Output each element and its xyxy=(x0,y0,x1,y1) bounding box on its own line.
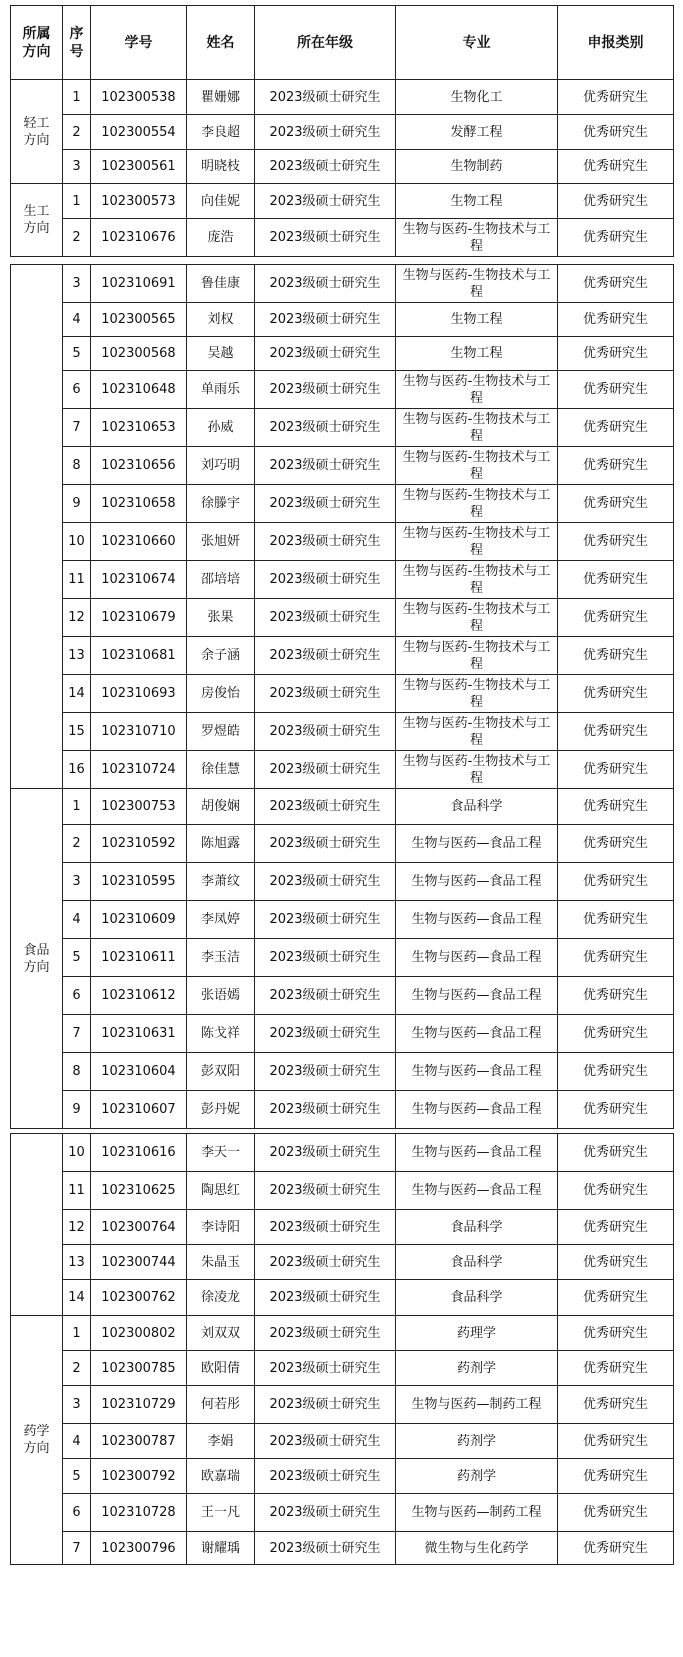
cell-name: 彭丹妮 xyxy=(187,1091,255,1129)
cell-grade: 2023级硕士研究生 xyxy=(255,1280,396,1316)
direction-food: 食品方向 xyxy=(11,789,63,1129)
cell-student-id: 102300573 xyxy=(91,184,187,219)
cell-student-id: 102300554 xyxy=(91,115,187,150)
cell-major: 生物与医药-生物技术与工程 xyxy=(396,265,558,303)
cell-category: 优秀研究生 xyxy=(558,1386,674,1424)
table-row xyxy=(11,115,674,150)
cell-category: 优秀研究生 xyxy=(558,1210,674,1245)
table-row xyxy=(11,789,674,825)
cell-major: 药剂学 xyxy=(396,1459,558,1494)
cell-student-id: 102300561 xyxy=(91,150,187,184)
cell-category: 优秀研究生 xyxy=(558,713,674,751)
cell-grade: 2023级硕士研究生 xyxy=(255,1210,396,1245)
cell-seq: 10 xyxy=(63,523,91,561)
cell-seq: 10 xyxy=(63,1134,91,1172)
cell-major: 生物与医药—食品工程 xyxy=(396,939,558,977)
cell-student-id: 102310656 xyxy=(91,447,187,485)
cell-major: 生物工程 xyxy=(396,184,558,219)
cell-grade: 2023级硕士研究生 xyxy=(255,1316,396,1351)
cell-seq: 6 xyxy=(63,371,91,409)
cell-category: 优秀研究生 xyxy=(558,1280,674,1316)
cell-major: 生物与医药-生物技术与工程 xyxy=(396,599,558,637)
cell-seq: 5 xyxy=(63,939,91,977)
cell-grade: 2023级硕士研究生 xyxy=(255,80,396,115)
table-row xyxy=(11,637,674,675)
cell-seq: 1 xyxy=(63,789,91,825)
cell-seq: 14 xyxy=(63,1280,91,1316)
cell-student-id: 102310710 xyxy=(91,713,187,751)
cell-grade: 2023级硕士研究生 xyxy=(255,1015,396,1053)
cell-seq: 8 xyxy=(63,1053,91,1091)
cell-student-id: 102310729 xyxy=(91,1386,187,1424)
cell-major: 生物与医药—制药工程 xyxy=(396,1386,558,1424)
table-row xyxy=(11,1134,674,1172)
cell-major: 食品科学 xyxy=(396,1280,558,1316)
cell-student-id: 102300787 xyxy=(91,1424,187,1459)
cell-category: 优秀研究生 xyxy=(558,1245,674,1280)
table-row xyxy=(11,1424,674,1459)
cell-student-id: 102300565 xyxy=(91,303,187,337)
table-row xyxy=(11,337,674,371)
cell-seq: 14 xyxy=(63,675,91,713)
header-seq: 序号 xyxy=(63,6,91,80)
cell-student-id: 102310693 xyxy=(91,675,187,713)
cell-major: 生物与医药-生物技术与工程 xyxy=(396,447,558,485)
cell-grade: 2023级硕士研究生 xyxy=(255,1386,396,1424)
cell-seq: 3 xyxy=(63,150,91,184)
roster-table-part-2 xyxy=(10,264,674,1129)
cell-name: 鲁佳康 xyxy=(187,265,255,303)
cell-category: 优秀研究生 xyxy=(558,599,674,637)
cell-major: 生物与医药-生物技术与工程 xyxy=(396,637,558,675)
cell-seq: 8 xyxy=(63,447,91,485)
cell-category: 优秀研究生 xyxy=(558,219,674,257)
cell-category: 优秀研究生 xyxy=(558,1316,674,1351)
cell-major: 生物制药 xyxy=(396,150,558,184)
cell-category: 优秀研究生 xyxy=(558,184,674,219)
table-row xyxy=(11,184,674,219)
table-row xyxy=(11,1091,674,1129)
cell-seq: 12 xyxy=(63,1210,91,1245)
cell-name: 张果 xyxy=(187,599,255,637)
cell-major: 生物与医药—食品工程 xyxy=(396,1015,558,1053)
cell-grade: 2023级硕士研究生 xyxy=(255,1053,396,1091)
cell-seq: 4 xyxy=(63,1424,91,1459)
cell-student-id: 102310595 xyxy=(91,863,187,901)
cell-name: 陈旭露 xyxy=(187,825,255,863)
table-row xyxy=(11,485,674,523)
cell-student-id: 102310592 xyxy=(91,825,187,863)
cell-seq: 9 xyxy=(63,1091,91,1129)
cell-major: 食品科学 xyxy=(396,789,558,825)
cell-major: 生物与医药—食品工程 xyxy=(396,1091,558,1129)
cell-grade: 2023级硕士研究生 xyxy=(255,939,396,977)
cell-student-id: 102300802 xyxy=(91,1316,187,1351)
cell-category: 优秀研究生 xyxy=(558,1459,674,1494)
cell-grade: 2023级硕士研究生 xyxy=(255,150,396,184)
cell-grade: 2023级硕士研究生 xyxy=(255,409,396,447)
cell-major: 生物化工 xyxy=(396,80,558,115)
direction-bio: 生工方向 xyxy=(11,184,63,257)
cell-major: 生物与医药-生物技术与工程 xyxy=(396,485,558,523)
cell-grade: 2023级硕士研究生 xyxy=(255,1351,396,1386)
table-row xyxy=(11,265,674,303)
cell-category: 优秀研究生 xyxy=(558,409,674,447)
cell-name: 朱晶玉 xyxy=(187,1245,255,1280)
cell-seq: 16 xyxy=(63,751,91,789)
table-row xyxy=(11,751,674,789)
cell-student-id: 102310676 xyxy=(91,219,187,257)
cell-name: 明晓枝 xyxy=(187,150,255,184)
cell-name: 吴越 xyxy=(187,337,255,371)
cell-major: 发酵工程 xyxy=(396,115,558,150)
direction-pharma: 药学方向 xyxy=(11,1316,63,1565)
cell-student-id: 102300764 xyxy=(91,1210,187,1245)
cell-student-id: 102310625 xyxy=(91,1172,187,1210)
cell-student-id: 102310724 xyxy=(91,751,187,789)
cell-student-id: 102300792 xyxy=(91,1459,187,1494)
cell-category: 优秀研究生 xyxy=(558,80,674,115)
cell-major: 生物与医药-生物技术与工程 xyxy=(396,523,558,561)
cell-category: 优秀研究生 xyxy=(558,447,674,485)
cell-seq: 2 xyxy=(63,825,91,863)
cell-student-id: 102310607 xyxy=(91,1091,187,1129)
cell-name: 李天一 xyxy=(187,1134,255,1172)
cell-grade: 2023级硕士研究生 xyxy=(255,599,396,637)
cell-name: 胡俊娴 xyxy=(187,789,255,825)
cell-category: 优秀研究生 xyxy=(558,901,674,939)
table-row xyxy=(11,1015,674,1053)
cell-name: 陈戈祥 xyxy=(187,1015,255,1053)
cell-category: 优秀研究生 xyxy=(558,303,674,337)
table-row xyxy=(11,1210,674,1245)
cell-major: 生物与医药-生物技术与工程 xyxy=(396,713,558,751)
cell-seq: 13 xyxy=(63,637,91,675)
cell-major: 食品科学 xyxy=(396,1245,558,1280)
cell-category: 优秀研究生 xyxy=(558,675,674,713)
table-row xyxy=(11,1532,674,1565)
cell-grade: 2023级硕士研究生 xyxy=(255,1494,396,1532)
cell-name: 李萧纹 xyxy=(187,863,255,901)
cell-major: 生物工程 xyxy=(396,303,558,337)
cell-student-id: 102310728 xyxy=(91,1494,187,1532)
direction-light: 轻工方向 xyxy=(11,80,63,184)
cell-major: 生物与医药-生物技术与工程 xyxy=(396,751,558,789)
table-row xyxy=(11,219,674,257)
cell-grade: 2023级硕士研究生 xyxy=(255,1532,396,1565)
table-row xyxy=(11,675,674,713)
cell-seq: 6 xyxy=(63,977,91,1015)
cell-seq: 7 xyxy=(63,1532,91,1565)
cell-seq: 1 xyxy=(63,1316,91,1351)
cell-student-id: 102310616 xyxy=(91,1134,187,1172)
cell-seq: 4 xyxy=(63,901,91,939)
cell-category: 优秀研究生 xyxy=(558,939,674,977)
cell-category: 优秀研究生 xyxy=(558,1053,674,1091)
table-row xyxy=(11,713,674,751)
cell-student-id: 102310691 xyxy=(91,265,187,303)
cell-grade: 2023级硕士研究生 xyxy=(255,523,396,561)
cell-name: 张语嫣 xyxy=(187,977,255,1015)
cell-grade: 2023级硕士研究生 xyxy=(255,219,396,257)
cell-name: 房俊怡 xyxy=(187,675,255,713)
table-row xyxy=(11,1386,674,1424)
cell-grade: 2023级硕士研究生 xyxy=(255,1091,396,1129)
cell-student-id: 102300538 xyxy=(91,80,187,115)
cell-student-id: 102300568 xyxy=(91,337,187,371)
cell-name: 李玉洁 xyxy=(187,939,255,977)
cell-seq: 1 xyxy=(63,184,91,219)
cell-category: 优秀研究生 xyxy=(558,1172,674,1210)
cell-name: 刘双双 xyxy=(187,1316,255,1351)
header-student-id: 学号 xyxy=(91,6,187,80)
cell-major: 药理学 xyxy=(396,1316,558,1351)
cell-student-id: 102310648 xyxy=(91,371,187,409)
cell-name: 欧阳倩 xyxy=(187,1351,255,1386)
cell-name: 向佳妮 xyxy=(187,184,255,219)
table-row xyxy=(11,1459,674,1494)
cell-seq: 3 xyxy=(63,265,91,303)
cell-seq: 7 xyxy=(63,1015,91,1053)
direction-food-continued xyxy=(11,1134,63,1316)
cell-name: 徐佳慧 xyxy=(187,751,255,789)
table-row xyxy=(11,599,674,637)
cell-category: 优秀研究生 xyxy=(558,115,674,150)
cell-category: 优秀研究生 xyxy=(558,789,674,825)
cell-major: 食品科学 xyxy=(396,1210,558,1245)
cell-name: 李娟 xyxy=(187,1424,255,1459)
cell-grade: 2023级硕士研究生 xyxy=(255,863,396,901)
cell-student-id: 102310609 xyxy=(91,901,187,939)
cell-seq: 7 xyxy=(63,409,91,447)
cell-student-id: 102310611 xyxy=(91,939,187,977)
cell-name: 徐凌龙 xyxy=(187,1280,255,1316)
cell-major: 生物与医药—食品工程 xyxy=(396,1053,558,1091)
cell-grade: 2023级硕士研究生 xyxy=(255,1172,396,1210)
cell-seq: 5 xyxy=(63,1459,91,1494)
cell-major: 生物与医药-生物技术与工程 xyxy=(396,675,558,713)
cell-name: 谢耀瑀 xyxy=(187,1532,255,1565)
table-row xyxy=(11,1351,674,1386)
cell-name: 罗煜皓 xyxy=(187,713,255,751)
cell-seq: 11 xyxy=(63,561,91,599)
cell-seq: 11 xyxy=(63,1172,91,1210)
cell-name: 彭双阳 xyxy=(187,1053,255,1091)
cell-category: 优秀研究生 xyxy=(558,1532,674,1565)
cell-student-id: 102310604 xyxy=(91,1053,187,1091)
table-row xyxy=(11,1053,674,1091)
cell-seq: 15 xyxy=(63,713,91,751)
cell-name: 张旭妍 xyxy=(187,523,255,561)
cell-name: 刘权 xyxy=(187,303,255,337)
cell-major: 生物与医药—制药工程 xyxy=(396,1494,558,1532)
cell-major: 微生物与生化药学 xyxy=(396,1532,558,1565)
cell-grade: 2023级硕士研究生 xyxy=(255,303,396,337)
cell-seq: 4 xyxy=(63,303,91,337)
table-row xyxy=(11,150,674,184)
table-row xyxy=(11,939,674,977)
table-row xyxy=(11,561,674,599)
table-row xyxy=(11,977,674,1015)
cell-grade: 2023级硕士研究生 xyxy=(255,825,396,863)
cell-category: 优秀研究生 xyxy=(558,265,674,303)
cell-seq: 5 xyxy=(63,337,91,371)
cell-name: 徐滕宇 xyxy=(187,485,255,523)
cell-name: 单雨乐 xyxy=(187,371,255,409)
cell-name: 瞿姗娜 xyxy=(187,80,255,115)
cell-major: 生物与医药—食品工程 xyxy=(396,825,558,863)
cell-category: 优秀研究生 xyxy=(558,1424,674,1459)
header-major: 专业 xyxy=(396,6,558,80)
cell-seq: 2 xyxy=(63,115,91,150)
cell-student-id: 102310658 xyxy=(91,485,187,523)
cell-name: 陶思红 xyxy=(187,1172,255,1210)
table-row xyxy=(11,1316,674,1351)
cell-grade: 2023级硕士研究生 xyxy=(255,713,396,751)
cell-name: 余子涵 xyxy=(187,637,255,675)
cell-grade: 2023级硕士研究生 xyxy=(255,1459,396,1494)
cell-category: 优秀研究生 xyxy=(558,371,674,409)
cell-major: 生物与医药-生物技术与工程 xyxy=(396,371,558,409)
cell-grade: 2023级硕士研究生 xyxy=(255,789,396,825)
cell-student-id: 102310681 xyxy=(91,637,187,675)
cell-major: 生物与医药-生物技术与工程 xyxy=(396,409,558,447)
cell-name: 王一凡 xyxy=(187,1494,255,1532)
cell-student-id: 102310674 xyxy=(91,561,187,599)
roster-table-part-3 xyxy=(10,1133,674,1565)
cell-category: 优秀研究生 xyxy=(558,1494,674,1532)
cell-student-id: 102300753 xyxy=(91,789,187,825)
header-name: 姓名 xyxy=(187,6,255,80)
cell-seq: 6 xyxy=(63,1494,91,1532)
cell-category: 优秀研究生 xyxy=(558,1351,674,1386)
table-row xyxy=(11,901,674,939)
cell-major: 生物与医药—食品工程 xyxy=(396,1172,558,1210)
cell-major: 生物工程 xyxy=(396,337,558,371)
table-row xyxy=(11,863,674,901)
cell-category: 优秀研究生 xyxy=(558,337,674,371)
cell-grade: 2023级硕士研究生 xyxy=(255,184,396,219)
header-direction: 所属方向 xyxy=(11,6,63,80)
cell-seq: 2 xyxy=(63,1351,91,1386)
cell-student-id: 102300744 xyxy=(91,1245,187,1280)
cell-major: 药剂学 xyxy=(396,1424,558,1459)
cell-grade: 2023级硕士研究生 xyxy=(255,675,396,713)
cell-name: 欧嘉瑞 xyxy=(187,1459,255,1494)
cell-major: 生物与医药-生物技术与工程 xyxy=(396,219,558,257)
cell-seq: 12 xyxy=(63,599,91,637)
cell-grade: 2023级硕士研究生 xyxy=(255,751,396,789)
table-row xyxy=(11,523,674,561)
table-row xyxy=(11,1494,674,1532)
cell-grade: 2023级硕士研究生 xyxy=(255,1245,396,1280)
cell-grade: 2023级硕士研究生 xyxy=(255,1134,396,1172)
cell-grade: 2023级硕士研究生 xyxy=(255,115,396,150)
cell-major: 生物与医药—食品工程 xyxy=(396,977,558,1015)
cell-name: 李良超 xyxy=(187,115,255,150)
cell-grade: 2023级硕士研究生 xyxy=(255,447,396,485)
cell-seq: 3 xyxy=(63,1386,91,1424)
table-row xyxy=(11,409,674,447)
cell-grade: 2023级硕士研究生 xyxy=(255,265,396,303)
cell-major: 生物与医药-生物技术与工程 xyxy=(396,561,558,599)
table-row xyxy=(11,1280,674,1316)
cell-category: 优秀研究生 xyxy=(558,1091,674,1129)
cell-student-id: 102300762 xyxy=(91,1280,187,1316)
header-grade: 所在年级 xyxy=(255,6,396,80)
table-row xyxy=(11,303,674,337)
cell-name: 庞浩 xyxy=(187,219,255,257)
table-row xyxy=(11,1172,674,1210)
cell-student-id: 102310660 xyxy=(91,523,187,561)
table-row xyxy=(11,825,674,863)
table-row xyxy=(11,80,674,115)
cell-major: 药剂学 xyxy=(396,1351,558,1386)
cell-category: 优秀研究生 xyxy=(558,751,674,789)
cell-seq: 9 xyxy=(63,485,91,523)
roster-table-part-1 xyxy=(10,5,674,257)
cell-seq: 3 xyxy=(63,863,91,901)
cell-name: 刘巧明 xyxy=(187,447,255,485)
cell-grade: 2023级硕士研究生 xyxy=(255,485,396,523)
cell-category: 优秀研究生 xyxy=(558,150,674,184)
cell-grade: 2023级硕士研究生 xyxy=(255,337,396,371)
cell-category: 优秀研究生 xyxy=(558,863,674,901)
cell-category: 优秀研究生 xyxy=(558,1134,674,1172)
cell-category: 优秀研究生 xyxy=(558,977,674,1015)
cell-category: 优秀研究生 xyxy=(558,561,674,599)
cell-student-id: 102310631 xyxy=(91,1015,187,1053)
table-row xyxy=(11,371,674,409)
cell-student-id: 102310653 xyxy=(91,409,187,447)
cell-grade: 2023级硕士研究生 xyxy=(255,901,396,939)
cell-category: 优秀研究生 xyxy=(558,1015,674,1053)
cell-name: 李诗阳 xyxy=(187,1210,255,1245)
cell-name: 孙威 xyxy=(187,409,255,447)
cell-category: 优秀研究生 xyxy=(558,637,674,675)
cell-student-id: 102300785 xyxy=(91,1351,187,1386)
cell-student-id: 102310612 xyxy=(91,977,187,1015)
direction-bio-continued xyxy=(11,265,63,789)
table-row xyxy=(11,1245,674,1280)
table-header-row xyxy=(11,6,674,80)
cell-name: 何若彤 xyxy=(187,1386,255,1424)
table-row xyxy=(11,447,674,485)
cell-grade: 2023级硕士研究生 xyxy=(255,371,396,409)
cell-name: 李凤婷 xyxy=(187,901,255,939)
cell-category: 优秀研究生 xyxy=(558,485,674,523)
cell-student-id: 102300796 xyxy=(91,1532,187,1565)
cell-category: 优秀研究生 xyxy=(558,825,674,863)
header-category: 申报类别 xyxy=(558,6,674,80)
cell-name: 邵培培 xyxy=(187,561,255,599)
cell-seq: 2 xyxy=(63,219,91,257)
cell-major: 生物与医药—食品工程 xyxy=(396,863,558,901)
cell-major: 生物与医药—食品工程 xyxy=(396,901,558,939)
cell-grade: 2023级硕士研究生 xyxy=(255,637,396,675)
cell-grade: 2023级硕士研究生 xyxy=(255,1424,396,1459)
cell-grade: 2023级硕士研究生 xyxy=(255,977,396,1015)
cell-student-id: 102310679 xyxy=(91,599,187,637)
cell-category: 优秀研究生 xyxy=(558,523,674,561)
cell-major: 生物与医药—食品工程 xyxy=(396,1134,558,1172)
cell-seq: 13 xyxy=(63,1245,91,1280)
cell-grade: 2023级硕士研究生 xyxy=(255,561,396,599)
cell-seq: 1 xyxy=(63,80,91,115)
